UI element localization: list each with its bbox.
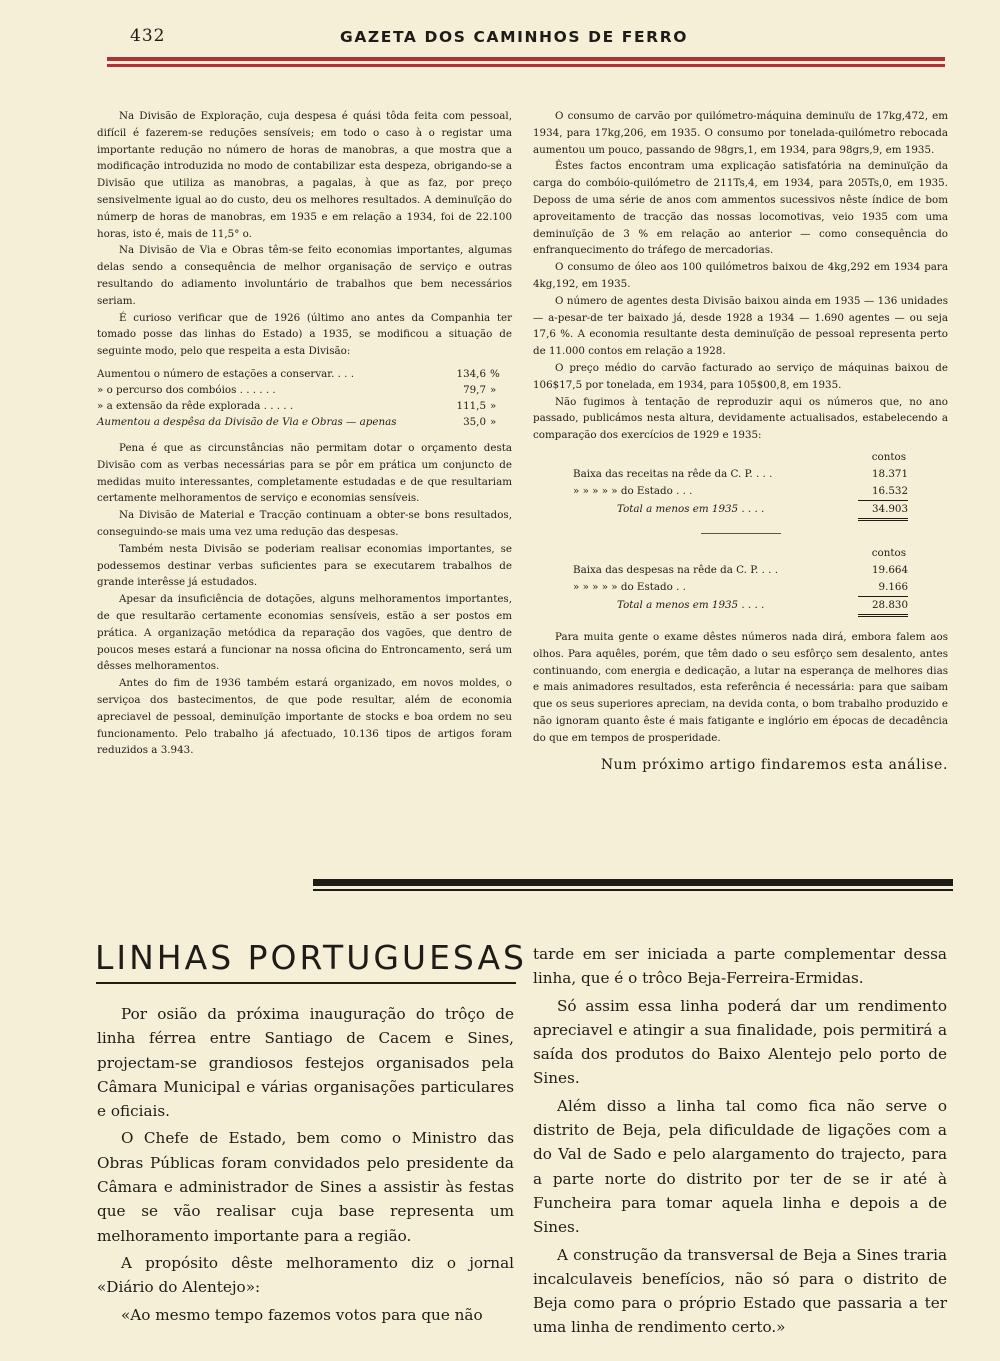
header-red-rule	[107, 57, 945, 61]
page-number: 432	[130, 26, 166, 46]
report-paragraph: Também nesta Divisão se poderiam realisar economias importantes, se podessemos destinar verbas suficientes para se executarem trabalhos de grande interêsse já estudados.	[97, 542, 512, 589]
stats-row	[97, 414, 512, 430]
expenses-row	[573, 562, 908, 579]
section-divider-thick	[313, 879, 953, 886]
receipts-total-value: 34.903	[858, 501, 908, 521]
article-paragraph: A propósito dêste melhoramento diz o jornal «Diário do Alentejo»:	[97, 1253, 514, 1297]
receipts-label: Baixa das receitas na rêde da C. P. . . .	[573, 467, 773, 480]
receipts-value: 18.371	[871, 467, 908, 480]
report-paragraph: Na Divisão de Exploração, cuja despesa é quási tôda feita com pessoal, difícil é fazerem-se reduções sensíveis; em todo o caso à o registar uma importante redução no número de horas de manobras, a que mostra que a modificação introduzida no modo de contabilizar esta despeza, obrigando-se a Divisão que utiliza as manobras, a pagalas, à que as faz, por preço sensivelmente igual ao do custo, deu os melhores resultados. A deminuïção do númerp de horas de manobras, em 1935 e em relação a 1934, foi de 22.100 horas, isto é, mais de 11,5° o.	[97, 110, 512, 240]
stats-value: 35,0	[463, 415, 486, 428]
report-paragraph: Antes do fim de 1936 também estará organizado, em novos moldes, o serviçoa dos bastecimentos, de que pode resultar, além de economia apreciavel de pessoal, deminuïção importante de stocks e boa ordem no seu funcionamento. Pelo trabalho já afectuado, 10.136 tipos de artigos foram reduzidos a 3.943.	[97, 677, 512, 757]
stats-value: 79,7	[463, 383, 486, 396]
stats-label: Aumentou o número de estações a conservar. . . .	[97, 367, 354, 380]
stats-label: » o percurso dos combóios . . . . . .	[97, 383, 276, 396]
expenses-value: 9.166	[858, 579, 908, 597]
stats-unit: %	[490, 367, 500, 380]
receipts-row	[573, 466, 908, 483]
expenses-value: 19.664	[871, 563, 908, 576]
receipts-row	[573, 483, 908, 501]
receipts-unit-header: contos	[871, 450, 906, 463]
report-paragraph: Apesar da insuficiência de dotações, alguns melhoramentos importantes, de que resultarão certamente economias sensíveis, estão a ser postos em prática. A organização metódica da reparação dos vagões, que dentro de poucos meses estará a funcionar na nossa oficina do Entroncamento, será um dêsses melhoramentos.	[97, 593, 512, 673]
expenses-total-label: Total a menos em 1935 . . . .	[617, 598, 765, 611]
page-header	[100, 26, 950, 56]
article-paragraph: A construção da transversal de Beja a Sines traria incalculaveis benefícios, não só para o distrito de Beja como para o próprio Estado que passaria a ter uma linha de rendimento certo.»	[533, 1245, 947, 1337]
article-paragraph: Por osião da próxima inauguração do trôço de linha férrea entre Santiago de Cacem e Sines, projectam-se grandiosos festejos organisados pela Câmara Municipal e várias organisações particulares e oficiais.	[97, 1005, 514, 1121]
report-paragraph: O número de agentes desta Divisão baixou ainda em 1935 — 136 unidades — a-pesar-de ter baixado já, desde 1928 a 1934 — 1.690 agentes — ou seja 17,6 %. A economia resultante desta deminuïção de pessoal representa perto de 11.000 contos em relação a 1928.	[533, 294, 948, 358]
expenses-label: » » » » » do Estado . .	[573, 580, 686, 593]
expenses-row	[573, 579, 908, 597]
report-paragraph: Êstes factos encontram uma explicação satisfatória na deminuïção da carga do combóio-quilómetro de 211Ts,4, em 1934, para 205Ts,0, em 1935. Deposs de uma série de anos com ammentos sucessivos nêste índice de bom aproveitamento de tracção das nossas locomotivas, veio 1935 com uma deminuïção de 3 % em relação ao anterior — como consequência do enfranquecimento do tráfego de mercadorias.	[533, 160, 948, 257]
stats-unit: »	[490, 383, 497, 396]
stats-value: 111,5	[456, 399, 486, 412]
report-paragraph: Pena é que as circunstâncias não permitam dotar o orçamento desta Divisão com as verbas necessárias para se pôr em prática um conjuncto de medidas muito interessantes, completamente estudadas e de que resultariam certamente melhoramentos de serviço e economias sensíveis.	[97, 441, 512, 505]
stats-value: 134,6	[456, 367, 486, 380]
article-title-underline	[96, 982, 516, 984]
journal-title: GAZETA DOS CAMINHOS DE FERRO	[340, 28, 689, 46]
report-paragraph: Na Divisão de Material e Tracção continuam a obter-se bons resultados, conseguindo-se mais uma vez uma redução das despesas.	[97, 509, 512, 538]
stats-row	[97, 366, 512, 382]
stats-label: Aumentou a despêsa da Divisão de Via e Obras — apenas	[97, 415, 397, 428]
expenses-unit-header: contos	[871, 546, 906, 559]
stats-row	[97, 398, 512, 414]
report-paragraph: É curioso verificar que de 1926 (último ano antes da Companhia ter tomado posse das linhas do Estado) a 1935, se modificou a situação de seguinte modo, pelo que respeita a esta Divisão:	[97, 311, 512, 358]
expenses-label: Baixa das despesas na rêde da C. P. . . .	[573, 563, 778, 576]
article-paragraph: O Chefe de Estado, bem como o Ministro das Obras Públicas foram convidados pelo presidente da Câmara e administrador de Sines a assistir às festas que se vão realisar cuja base representa um melhoramento importante para a região.	[97, 1129, 514, 1245]
stats-row	[97, 382, 512, 398]
receipts-label: » » » » » do Estado . . .	[573, 484, 693, 497]
receipts-total-label: Total a menos em 1935 . . . .	[617, 502, 765, 515]
report-left-column	[97, 108, 512, 759]
receipts-value: 16.532	[858, 483, 908, 501]
expenses-table	[573, 544, 908, 617]
article-left-column	[97, 1002, 514, 1330]
stats-label: » a extensão da rêde explorada . . . . .	[97, 399, 294, 412]
article-paragraph-continuation: tarde em ser iniciada a parte complementar dessa linha, que é o trôco Beja-Ferreira-Ermidas.	[533, 945, 947, 988]
report-paragraph: O consumo de óleo aos 100 quilómetros baixou de 4kg,292 em 1934 para 4kg,192, em 1935.	[533, 261, 948, 290]
article-right-column	[533, 942, 947, 1343]
report-paragraph: O consumo de carvão por quilómetro-máquina deminuïu de 17kg,472, em 1934, para 17kg,206, em 1935. O consumo por tonelada-quilómetro rebocada aumentou um pouco, passando de 98grs,1, em 1934, para 98grs,9, em 1935.	[533, 110, 948, 156]
receipts-total-row	[573, 501, 908, 521]
stats-unit: »	[490, 415, 497, 428]
receipts-table	[573, 448, 908, 521]
closing-line: Num próximo artigo findaremos esta análise.	[600, 756, 948, 773]
expenses-total-value: 28.830	[858, 597, 908, 617]
header-red-rule-thin	[107, 64, 945, 67]
article-title: LINHAS PORTUGUESAS	[95, 938, 528, 977]
division-stats-table	[97, 366, 512, 430]
section-divider-thin	[313, 889, 953, 891]
article-paragraph: «Ao mesmo tempo fazemos votos para que não	[121, 1305, 483, 1324]
expenses-total-row	[573, 597, 908, 617]
report-right-column	[533, 108, 948, 773]
article-paragraph: Só assim essa linha poderá dar um rendimento apreciavel e atingir a sua finalidade, pois permitirá a saída dos produtos do Baixo Alentejo pelo porto de Sines.	[533, 996, 947, 1088]
report-paragraph: Para muita gente o exame dêstes números nada dirá, embora falem aos olhos. Para aquêles, porém, que têm dado o seu esfôrço sem desalento, antes continuando, com energia e dedicação, a lutar na esperança de melhores dias e mais animadores resultados, esta referência é necessária: para que saibam que os seus superiores apreciam, na devida conta, o bom trabalho produzido e não ignoram quanto êste é mais fatigante e inglório em épocas de decadência do que em tempos de prosperidade.	[533, 630, 948, 744]
stats-unit: »	[490, 399, 497, 412]
report-paragraph: O preço médio do carvão facturado ao serviço de máquinas baixou de 106$17,5 por tonelada, em 1934, para 105$00,8, em 1935.	[533, 361, 948, 391]
report-paragraph: Não fugimos à tentação de reproduzir aqui os números que, no ano passado, publicámos nesta altura, devidamente actualisados, estabelecendo a comparação dos exercícios de 1929 e 1935:	[533, 395, 948, 442]
report-paragraph: Na Divisão de Via e Obras têm-se feito economias importantes, algumas delas sendo a consequência de melhor organisação de serviço e outras resultando do adiamento involuntário de trabalhos que bem necessários seriam.	[97, 244, 512, 307]
table-separator	[701, 533, 781, 534]
article-paragraph: Além disso a linha tal como fica não serve o distrito de Beja, pela dificuldade de ligações com a do Val de Sado e pelo alargamento do trajecto, para a parte norte do distrito por ter de se ir até à Funcheira para tomar aquela linha e depois a de Sines.	[533, 1096, 947, 1237]
